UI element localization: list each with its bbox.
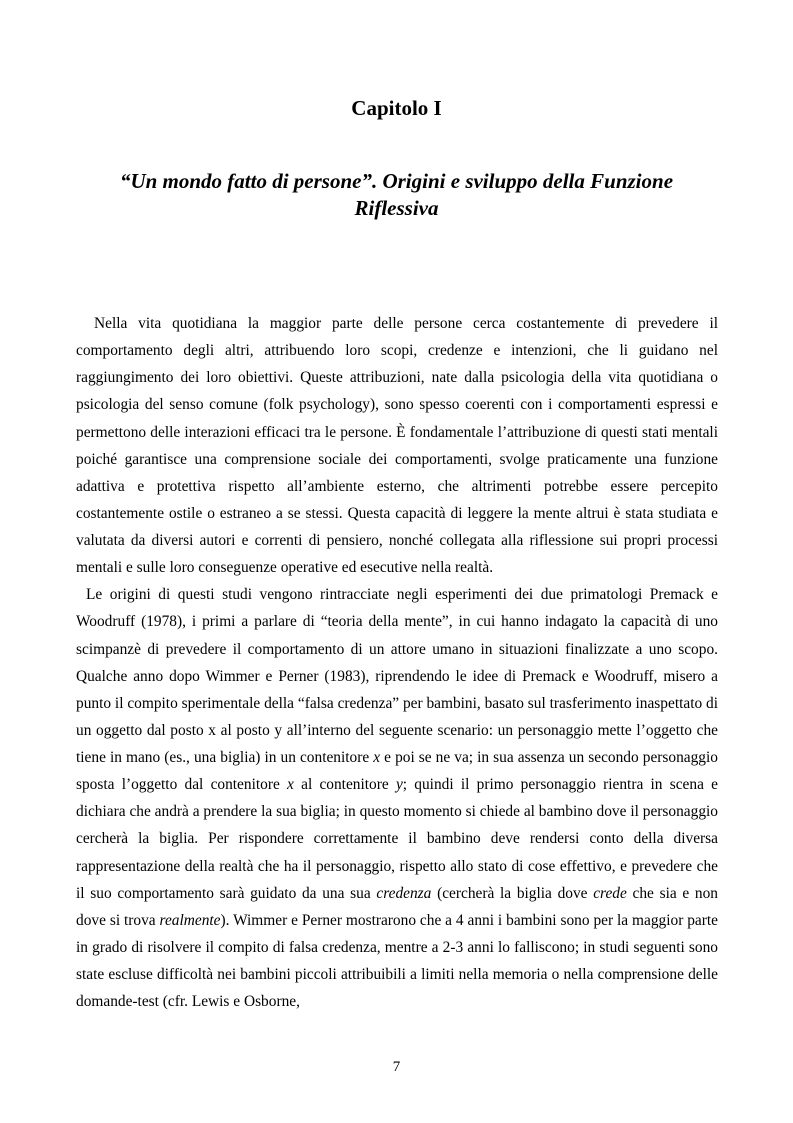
page-number: 7	[392, 1059, 401, 1075]
chapter-label: Capitolo I	[351, 96, 442, 120]
emphasis-crede: crede	[593, 884, 627, 902]
emphasis-credenza: credenza	[376, 884, 432, 902]
paragraph-2-text: (cercherà la biglia dove	[431, 884, 594, 902]
variable-x: x	[287, 776, 294, 794]
emphasis-realmente: realmente	[159, 911, 221, 929]
chapter-title: “Un mondo fatto di persone”. Origini e sviluppo della Funzione Riflessiva	[119, 169, 674, 220]
paragraph-2-text: ). Wimmer e Perner mostrarono che a 4 anni i bambini sono per la maggior parte in grado di risolvere il compito di falsa credenza, mentre a 2-3 anni lo falliscono; in studi seguenti sono state escluse difficoltà nei bambini piccoli attribuibili a limiti nella memoria o nella comprensione delle domande-test (cfr. Lewis e Osborne,	[76, 911, 718, 1011]
body-text	[76, 310, 718, 1015]
paragraph-2-text: ; quindi il primo personaggio rientra in scena e dichiara che andrà a prendere la sua biglia; in questo momento si chiede al bambino dove il personaggio cercherà la biglia. Per rispondere correttamente il bambino deve rendersi conto della diversa rappresentazione della realtà che ha il personaggio, rispetto allo stato di cose effettivo, e prevedere che il suo comportamento sarà guidato da una sua	[76, 776, 718, 902]
paragraph-2-text: che sia e non dove si trova	[76, 884, 719, 929]
paragraph-2	[76, 581, 718, 1015]
paragraph-2-text: al contenitore	[293, 776, 396, 794]
paragraph-1: Nella vita quotidiana la maggior parte delle persone cerca costantemente di prevedere il comportamento degli altri, attribuendo loro scopi, credenze e intenzioni, che li guidano nel raggiungimento dei loro obiettivi. Queste attribuzioni, nate dalla psicologia della vita quotidiana o psicologia del senso comune (folk psychology), sono spesso coerenti con i comportamenti espressi e permettono delle interazioni efficaci tra le persone. È fondamentale l’attribuzione di questi stati mentali poiché garantisce una comprensione sociale dei comportamenti, svolge praticamente una funzione adattiva e protettiva rispetto all’ambiente esterno, che altrimenti potrebbe essere percepito costantemente ostile o estraneo a se stessi. Questa capacità di leggere la mente altrui è stata studiata e valutata da diversi autori e correnti di pensiero, nonché collegata alla riflessione sui propri processi mentali e sulle loro conseguenze operative ed esecutive nella realtà.	[76, 315, 718, 577]
variable-y: y	[395, 776, 403, 794]
paragraph-2-text: e poi se ne va; in sua assenza un secondo personaggio sposta l’oggetto dal contenitore	[76, 749, 718, 794]
paragraph-2-text: Le origini di questi studi vengono rintracciate negli esperimenti dei due primatologi Premack e Woodruff (1978), i primi a parlare di “teoria della mente”, in cui hanno indagato la capacità di uno scimpanzè di prevedere il comportamento di un attore umano in situazioni finalizzate a uno scopo. Qualche anno dopo Wimmer e Perner (1983), riprendendo le idee di Premack e Woodruff, misero a punto il compito sperimentale della “falsa credenza” per bambini, basato sul trasferimento inaspettato di un oggetto dal posto x al posto y all’interno del seguente scenario: un personaggio mette l’oggetto che tiene in mano (es., una biglia) in un contenitore	[76, 586, 718, 766]
variable-x: x	[373, 749, 381, 766]
